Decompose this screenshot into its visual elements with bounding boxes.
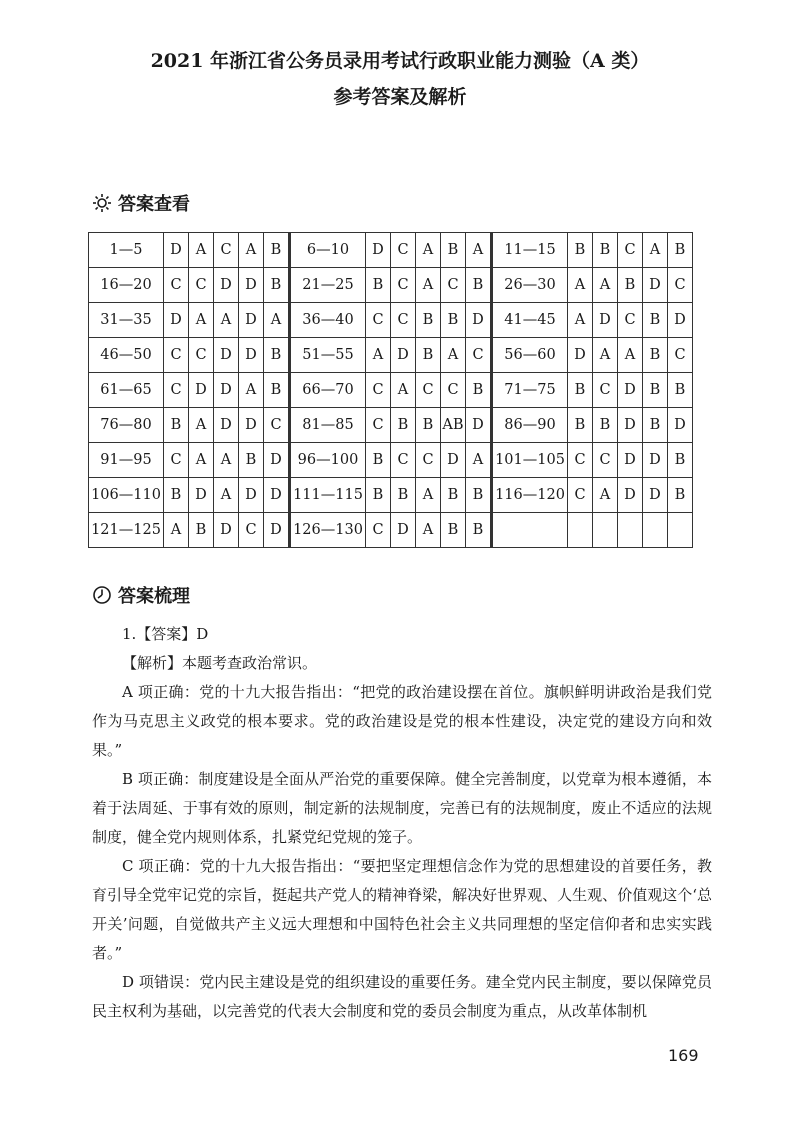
answer-cell: D	[391, 338, 416, 373]
question-range: 126—130	[290, 513, 366, 548]
answer-cell: D	[264, 513, 290, 548]
answer-cell: A	[466, 443, 492, 478]
answer-cell: D	[189, 478, 214, 513]
document-subtitle: 参考答案及解析	[333, 86, 467, 108]
answer-cell: C	[568, 443, 593, 478]
question-range: 1—5	[89, 233, 164, 268]
answer-cell: B	[366, 443, 391, 478]
question-range: 116—120	[492, 478, 568, 513]
answer-cell: B	[416, 303, 441, 338]
answer-cell: C	[568, 478, 593, 513]
answer-cell: D	[568, 338, 593, 373]
answer-cell: B	[466, 373, 492, 408]
answer-cell: D	[618, 443, 643, 478]
table-row	[89, 443, 693, 478]
answer-cell: C	[366, 303, 391, 338]
question-range: 26—30	[492, 268, 568, 303]
answer-cell	[593, 513, 618, 548]
answer-cell: C	[593, 443, 618, 478]
answer-cell: A	[164, 513, 189, 548]
answer-cell: B	[391, 478, 416, 513]
answer-cell: B	[668, 443, 693, 478]
answer-cell: D	[593, 303, 618, 338]
table-row	[89, 233, 693, 268]
option-c-paragraph: C 项正确：党的十九大报告指出：“要把坚定理想信念作为党的思想建设的首要任务，教育引导全党牢记党的宗旨，挺起共产党人的精神脊梁，解决好世界观、人生观、价值观这个‘总开关’问题，自觉做共产主义远大理想和中国特色社会主义共同理想的坚定信仰者和忠实实践者。”	[92, 857, 712, 962]
answer-cell: D	[264, 443, 290, 478]
question-range	[492, 513, 568, 548]
answer-cell: B	[568, 408, 593, 443]
option-a-paragraph: A 项正确：党的十九大报告指出：“把党的政治建设摆在首位。旗帜鲜明讲政治是我们党作为马克思主义政党的根本要求。党的政治建设是党的根本性建设，决定党的建设方向和效果。”	[92, 683, 712, 759]
clock-icon	[92, 585, 112, 605]
answer-cell: C	[391, 303, 416, 338]
question-range: 71—75	[492, 373, 568, 408]
answer-cell: A	[189, 303, 214, 338]
question-range: 56—60	[492, 338, 568, 373]
question-range: 66—70	[290, 373, 366, 408]
answer-cell: A	[643, 233, 668, 268]
answer-cell: A	[441, 338, 466, 373]
answer-cell: B	[466, 268, 492, 303]
answer-cell: B	[366, 268, 391, 303]
question-range: 46—50	[89, 338, 164, 373]
section-answers-heading	[92, 190, 190, 216]
answer-cell: B	[441, 513, 466, 548]
answer-cell: D	[214, 338, 239, 373]
answer-cell: B	[416, 408, 441, 443]
answer-cell: B	[189, 513, 214, 548]
answer-cell: B	[164, 408, 189, 443]
answer-cell: C	[366, 408, 391, 443]
answer-cell: D	[643, 443, 668, 478]
answer-cell: C	[593, 373, 618, 408]
answer-cell: D	[214, 513, 239, 548]
table-row	[89, 338, 693, 373]
table-row	[89, 373, 693, 408]
answer-cell: A	[239, 233, 264, 268]
answer-cell: D	[239, 338, 264, 373]
answer-cell: C	[668, 268, 693, 303]
answer-cell: B	[668, 478, 693, 513]
answer-cell: B	[264, 268, 290, 303]
question-range: 31—35	[89, 303, 164, 338]
answer-cell: C	[164, 338, 189, 373]
answer-cell: C	[391, 268, 416, 303]
question-range: 91—95	[89, 443, 164, 478]
answer-cell: C	[416, 373, 441, 408]
answer-cell: D	[164, 233, 189, 268]
answer-cell: B	[643, 338, 668, 373]
answer-cell: A	[189, 443, 214, 478]
answer-cell: B	[441, 478, 466, 513]
answer-cell: D	[164, 303, 189, 338]
question-range: 21—25	[290, 268, 366, 303]
option-d-paragraph: D 项错误：党内民主建设是党的组织建设的重要任务。建全党内民主制度，要以保障党员民主权利为基础，以完善党的代表大会制度和党的委员会制度为重点，从改革体制机	[92, 973, 712, 1020]
answer-cell: A	[189, 408, 214, 443]
answer-cell: C	[164, 373, 189, 408]
answer-cell: A	[568, 303, 593, 338]
answer-cell: B	[643, 408, 668, 443]
answer-cell: C	[189, 268, 214, 303]
answer-cell: C	[164, 443, 189, 478]
answer-cell: C	[441, 268, 466, 303]
answer-cell: C	[264, 408, 290, 443]
answer-cell	[568, 513, 593, 548]
answer-cell: C	[668, 338, 693, 373]
answer-cell: B	[264, 233, 290, 268]
answer-cell: A	[214, 303, 239, 338]
question-range: 16—20	[89, 268, 164, 303]
answer-cell: B	[239, 443, 264, 478]
answer-cell: B	[366, 478, 391, 513]
answer-cell: A	[618, 338, 643, 373]
answer-table	[88, 232, 693, 548]
answer-cell: D	[668, 303, 693, 338]
answer-cell: D	[366, 233, 391, 268]
answer-cell: D	[239, 303, 264, 338]
answer-cell	[618, 513, 643, 548]
answer-cell: D	[391, 513, 416, 548]
answer-cell: D	[441, 443, 466, 478]
answer-cell: D	[643, 478, 668, 513]
answer-cell: C	[214, 233, 239, 268]
answer-cell: D	[214, 373, 239, 408]
answer-cell: D	[618, 373, 643, 408]
answer-cell: B	[441, 303, 466, 338]
answer-cell: A	[416, 513, 441, 548]
answer-cell: A	[416, 478, 441, 513]
answer-cell: A	[593, 338, 618, 373]
question-range: 61—65	[89, 373, 164, 408]
question-range: 41—45	[492, 303, 568, 338]
answer-cell	[668, 513, 693, 548]
answer-cell: D	[618, 408, 643, 443]
answer-cell: B	[416, 338, 441, 373]
section-review-label: 答案梳理	[118, 586, 190, 607]
answer-cell: D	[214, 408, 239, 443]
analysis-line: 【解析】本题考查政治常识。	[122, 654, 318, 672]
answer-cell: C	[189, 338, 214, 373]
document-title: 2021 年浙江省公务员录用考试行政职业能力测验（A 类）	[150, 50, 650, 72]
answer-cell: A	[466, 233, 492, 268]
answer-cell: B	[466, 478, 492, 513]
answer-cell: A	[593, 268, 618, 303]
answer-cell: A	[264, 303, 290, 338]
answer-cell: B	[618, 268, 643, 303]
question-range: 86—90	[492, 408, 568, 443]
answer-cell: B	[643, 373, 668, 408]
answer-cell: D	[466, 303, 492, 338]
question-range: 36—40	[290, 303, 366, 338]
sun-icon	[92, 193, 112, 213]
question-answer-line: 1.【答案】D	[122, 625, 209, 643]
answer-cell: D	[643, 268, 668, 303]
answer-cell: C	[618, 303, 643, 338]
answer-cell: A	[568, 268, 593, 303]
table-row	[89, 303, 693, 338]
answer-cell: D	[466, 408, 492, 443]
answer-cell: B	[593, 408, 618, 443]
answer-cell: B	[568, 373, 593, 408]
question-range: 106—110	[89, 478, 164, 513]
answer-cell: A	[391, 373, 416, 408]
answer-cell: D	[618, 478, 643, 513]
answer-cell: C	[441, 373, 466, 408]
answer-cell: D	[668, 408, 693, 443]
answer-cell: A	[416, 233, 441, 268]
answer-cell: A	[214, 443, 239, 478]
answer-cell: B	[264, 338, 290, 373]
answer-cell: D	[239, 478, 264, 513]
table-row	[89, 478, 693, 513]
question-range: 6—10	[290, 233, 366, 268]
question-range: 81—85	[290, 408, 366, 443]
answer-cell: C	[239, 513, 264, 548]
answer-cell: D	[264, 478, 290, 513]
option-b-paragraph: B 项正确：制度建设是全面从严治党的重要保障。健全完善制度，以党章为根本遵循，本着于法周延、于事有效的原则，制定新的法规制度，完善已有的法规制度，废止不适应的法规制度，健全党内规则体系，扎紧党纪党规的笼子。	[92, 770, 712, 846]
answer-cell: C	[164, 268, 189, 303]
answer-cell: A	[189, 233, 214, 268]
answer-cell: D	[239, 268, 264, 303]
answer-cell: B	[568, 233, 593, 268]
answer-cell: C	[391, 233, 416, 268]
explanation-body	[92, 620, 712, 1026]
answer-cell: D	[214, 268, 239, 303]
answer-cell: C	[366, 373, 391, 408]
answer-cell: B	[466, 513, 492, 548]
section-answers-label: 答案查看	[118, 194, 190, 215]
answer-cell: C	[618, 233, 643, 268]
answer-cell: A	[416, 268, 441, 303]
question-range: 51—55	[290, 338, 366, 373]
answer-cell: C	[416, 443, 441, 478]
answer-cell: B	[164, 478, 189, 513]
answer-cell: C	[391, 443, 416, 478]
answer-cell: B	[391, 408, 416, 443]
table-row	[89, 268, 693, 303]
question-range: 11—15	[492, 233, 568, 268]
answer-cell: D	[189, 373, 214, 408]
question-range: 96—100	[290, 443, 366, 478]
answer-cell: A	[214, 478, 239, 513]
answer-cell: D	[239, 408, 264, 443]
answer-cell: B	[668, 233, 693, 268]
answer-cell: A	[366, 338, 391, 373]
page-number: 169	[668, 1046, 699, 1065]
question-range: 121—125	[89, 513, 164, 548]
answer-cell: A	[239, 373, 264, 408]
answer-cell: AB	[441, 408, 466, 443]
answer-cell: B	[593, 233, 618, 268]
answer-cell: B	[643, 303, 668, 338]
question-range: 76—80	[89, 408, 164, 443]
answer-cell: A	[593, 478, 618, 513]
answer-cell: B	[264, 373, 290, 408]
question-range: 111—115	[290, 478, 366, 513]
answer-cell: B	[668, 373, 693, 408]
question-range: 101—105	[492, 443, 568, 478]
table-row	[89, 513, 693, 548]
answer-cell	[643, 513, 668, 548]
section-review-heading	[92, 582, 190, 608]
answer-cell: C	[366, 513, 391, 548]
answer-cell: B	[441, 233, 466, 268]
table-row	[89, 408, 693, 443]
answer-cell: C	[466, 338, 492, 373]
